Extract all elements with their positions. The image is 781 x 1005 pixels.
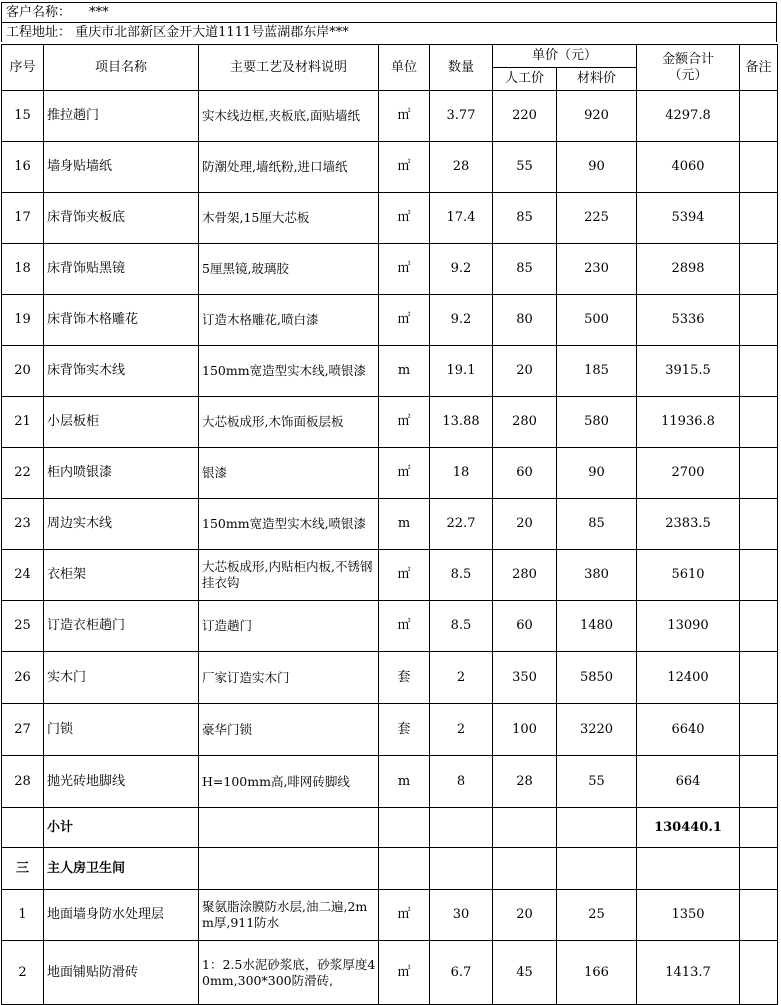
cell-remark [740,142,778,193]
cell-unit: ㎡ [379,142,430,193]
cell-remark [740,244,778,295]
cell-seq: 24 [2,550,44,601]
cell-material-price: 225 [557,193,637,244]
cell-empty [199,808,379,848]
cell-item-name: 抛光砖地脚线 [44,756,199,808]
cell-process-desc: 大芯板成形,内贴柜内板,不锈钢挂衣钩 [199,550,379,601]
cell-seq: 15 [2,91,44,142]
cell-remark [740,499,778,550]
cell-qty: 8 [430,756,493,808]
cell-remark [740,941,778,1005]
col-seq-header: 序号 [2,45,44,91]
cell-remark [740,91,778,142]
cell-labor-price: 20 [493,890,557,941]
cell-qty: 8.5 [430,550,493,601]
table-row [2,601,778,652]
table-row [2,91,778,142]
col-unit-price-header: 单价（元） [493,45,637,68]
cell-empty [557,848,637,890]
cell-item-name: 推拉趟门 [44,91,199,142]
table-row [2,756,778,808]
cell-labor-price: 85 [493,244,557,295]
address-label: 工程地址： [6,25,72,40]
cell-item-name: 床背饰实木线 [44,346,199,397]
cell-item-name: 衣柜架 [44,550,199,601]
cell-total: 5336 [637,295,740,346]
table-row [2,499,778,550]
cell-process-desc: 订造木格雕花,喷白漆 [199,295,379,346]
cell-total: 6640 [637,704,740,756]
customer-value: *** [89,5,109,20]
customer-label: 客户名称： [6,5,72,20]
cell-item-name: 床背饰贴黑镜 [44,244,199,295]
cell-empty [199,848,379,890]
customer-name-row [1,2,777,22]
cell-item-name: 周边实木线 [44,499,199,550]
cell-unit: ㎡ [379,193,430,244]
cell-labor-price: 280 [493,550,557,601]
cell-item-name: 床背饰木格雕花 [44,295,199,346]
table-row [2,193,778,244]
cell-labor-price: 55 [493,142,557,193]
cell-remark [740,601,778,652]
cell-qty: 8.5 [430,601,493,652]
cell-material-price: 3220 [557,704,637,756]
cell-labor-price: 100 [493,704,557,756]
cell-remark [740,550,778,601]
cell-material-price: 500 [557,295,637,346]
cell-unit: ㎡ [379,601,430,652]
cell-qty: 28 [430,142,493,193]
cell-empty [430,808,493,848]
quotation-table [1,44,778,1005]
cell-unit: m [379,346,430,397]
cell-qty: 6.7 [430,941,493,1005]
cell-labor-price: 20 [493,499,557,550]
col-unit-header: 单位 [379,45,430,91]
col-labor-header: 人工价 [493,68,557,91]
cell-empty [2,808,44,848]
project-address-row [1,22,777,42]
cell-process-desc: 聚氨脂涂膜防水层,油二遍,2mm厚,911防水 [199,890,379,941]
cell-process-desc: H=100mm高,啡网砖脚线 [199,756,379,808]
cell-total: 4297.8 [637,91,740,142]
cell-material-price: 55 [557,756,637,808]
cell-empty [379,848,430,890]
col-qty-header: 数量 [430,45,493,91]
cell-remark [740,193,778,244]
cell-item-name: 墙身贴墙纸 [44,142,199,193]
table-row [2,704,778,756]
cell-seq: 21 [2,397,44,448]
cell-qty: 13.88 [430,397,493,448]
table-row [2,652,778,704]
cell-total: 12400 [637,652,740,704]
cell-seq: 22 [2,448,44,499]
cell-seq: 28 [2,756,44,808]
cell-process-desc: 银漆 [199,448,379,499]
cell-material-price: 380 [557,550,637,601]
cell-material-price: 1480 [557,601,637,652]
col-total-header: 金额合计（元） [637,45,740,91]
cell-qty: 17.4 [430,193,493,244]
cell-empty [430,848,493,890]
cell-item-name: 地面墙身防水处理层 [44,890,199,941]
cell-seq: 18 [2,244,44,295]
cell-qty: 3.77 [430,91,493,142]
cell-process-desc: 实木线边框,夹板底,面贴墙纸 [199,91,379,142]
cell-item-name: 地面铺贴防滑砖 [44,941,199,1005]
subtotal-row [2,808,778,848]
cell-unit: m [379,499,430,550]
cell-seq: 17 [2,193,44,244]
table-row [2,941,778,1005]
cell-unit: ㎡ [379,448,430,499]
cell-total: 11936.8 [637,397,740,448]
table-row [2,890,778,941]
cell-process-desc: 木骨架,15厘大芯板 [199,193,379,244]
cell-qty: 22.7 [430,499,493,550]
cell-remark [740,890,778,941]
cell-remark [740,756,778,808]
cell-total: 5610 [637,550,740,601]
address-value: 重庆市北部新区金开大道1111号蓝湖郡东岸*** [75,25,349,40]
cell-labor-price: 80 [493,295,557,346]
cell-total: 3915.5 [637,346,740,397]
cell-item-name: 门锁 [44,704,199,756]
cell-seq: 23 [2,499,44,550]
cell-labor-price: 350 [493,652,557,704]
cell-qty: 9.2 [430,295,493,346]
table-row [2,346,778,397]
cell-total: 1413.7 [637,941,740,1005]
cell-labor-price: 280 [493,397,557,448]
header-row-1 [2,45,778,68]
cell-seq: 20 [2,346,44,397]
cell-item-name: 床背饰夹板底 [44,193,199,244]
cell-process-desc: 豪华门锁 [199,704,379,756]
cell-qty: 9.2 [430,244,493,295]
cell-process-desc: 5厘黑镜,玻璃胶 [199,244,379,295]
cell-item-name: 小层板柜 [44,397,199,448]
cell-process-desc: 订造趟门 [199,601,379,652]
cell-total: 2700 [637,448,740,499]
cell-empty [379,808,430,848]
cell-total: 5394 [637,193,740,244]
cell-material-price: 230 [557,244,637,295]
cell-labor-price: 85 [493,193,557,244]
cell-remark [740,346,778,397]
cell-total: 4060 [637,142,740,193]
cell-process-desc: 150mm宽造型实木线,喷银漆 [199,499,379,550]
cell-unit: ㎡ [379,550,430,601]
cell-qty: 30 [430,890,493,941]
cell-unit: ㎡ [379,244,430,295]
cell-item-name: 柜内喷银漆 [44,448,199,499]
cell-total: 13090 [637,601,740,652]
col-item-header: 项目名称 [44,45,199,91]
cell-empty [740,848,778,890]
col-material-header: 材料价 [557,68,637,91]
cell-unit: m [379,756,430,808]
table-row [2,244,778,295]
cell-item-name: 订造衣柜趟门 [44,601,199,652]
cell-seq: 1 [2,890,44,941]
cell-empty [740,808,778,848]
cell-seq: 26 [2,652,44,704]
cell-empty [637,848,740,890]
cell-remark [740,295,778,346]
cell-material-price: 185 [557,346,637,397]
cell-process-desc: 大芯板成形,木饰面板层板 [199,397,379,448]
table-row [2,142,778,193]
cell-total: 2383.5 [637,499,740,550]
cell-labor-price: 20 [493,346,557,397]
table-row [2,448,778,499]
cell-unit: ㎡ [379,295,430,346]
table-row [2,397,778,448]
cell-process-desc: 厂家订造实木门 [199,652,379,704]
cell-material-price: 90 [557,142,637,193]
cell-total: 1350 [637,890,740,941]
cell-item-name: 实木门 [44,652,199,704]
cell-unit: ㎡ [379,941,430,1005]
cell-qty: 2 [430,704,493,756]
section-number: 三 [2,848,44,890]
table-row [2,550,778,601]
cell-seq: 16 [2,142,44,193]
cell-labor-price: 220 [493,91,557,142]
cell-empty [493,848,557,890]
cell-unit: ㎡ [379,890,430,941]
cell-seq: 19 [2,295,44,346]
cell-seq: 27 [2,704,44,756]
cell-remark [740,652,778,704]
cell-labor-price: 45 [493,941,557,1005]
table-row [2,295,778,346]
section-title: 主人房卫生间 [44,848,199,890]
cell-labor-price: 60 [493,448,557,499]
cell-process-desc: 防潮处理,墙纸粉,进口墙纸 [199,142,379,193]
cell-material-price: 920 [557,91,637,142]
cell-qty: 19.1 [430,346,493,397]
cell-material-price: 90 [557,448,637,499]
cell-qty: 2 [430,652,493,704]
cell-material-price: 166 [557,941,637,1005]
col-process-header: 主要工艺及材料说明 [199,45,379,91]
cell-labor-price: 60 [493,601,557,652]
cell-material-price: 85 [557,499,637,550]
cell-unit: ㎡ [379,397,430,448]
subtotal-value: 130440.1 [637,808,740,848]
col-remark-header: 备注 [740,45,778,91]
cell-process-desc: 150mm宽造型实木线,喷银漆 [199,346,379,397]
section-heading-row [2,848,778,890]
cell-remark [740,704,778,756]
cell-seq: 25 [2,601,44,652]
cell-material-price: 25 [557,890,637,941]
subtotal-label: 小计 [44,808,199,848]
cell-process-desc: 1：2.5水泥砂浆底，砂浆厚度40mm,300*300防滑砖, [199,941,379,1005]
cell-unit: 套 [379,652,430,704]
cell-remark [740,448,778,499]
cell-total: 664 [637,756,740,808]
cell-unit: ㎡ [379,91,430,142]
cell-unit: 套 [379,704,430,756]
cell-total: 2898 [637,244,740,295]
cell-labor-price: 28 [493,756,557,808]
cell-seq: 2 [2,941,44,1005]
cell-material-price: 5850 [557,652,637,704]
cell-remark [740,397,778,448]
cell-material-price: 580 [557,397,637,448]
cell-empty [557,808,637,848]
cell-empty [493,808,557,848]
cell-qty: 18 [430,448,493,499]
